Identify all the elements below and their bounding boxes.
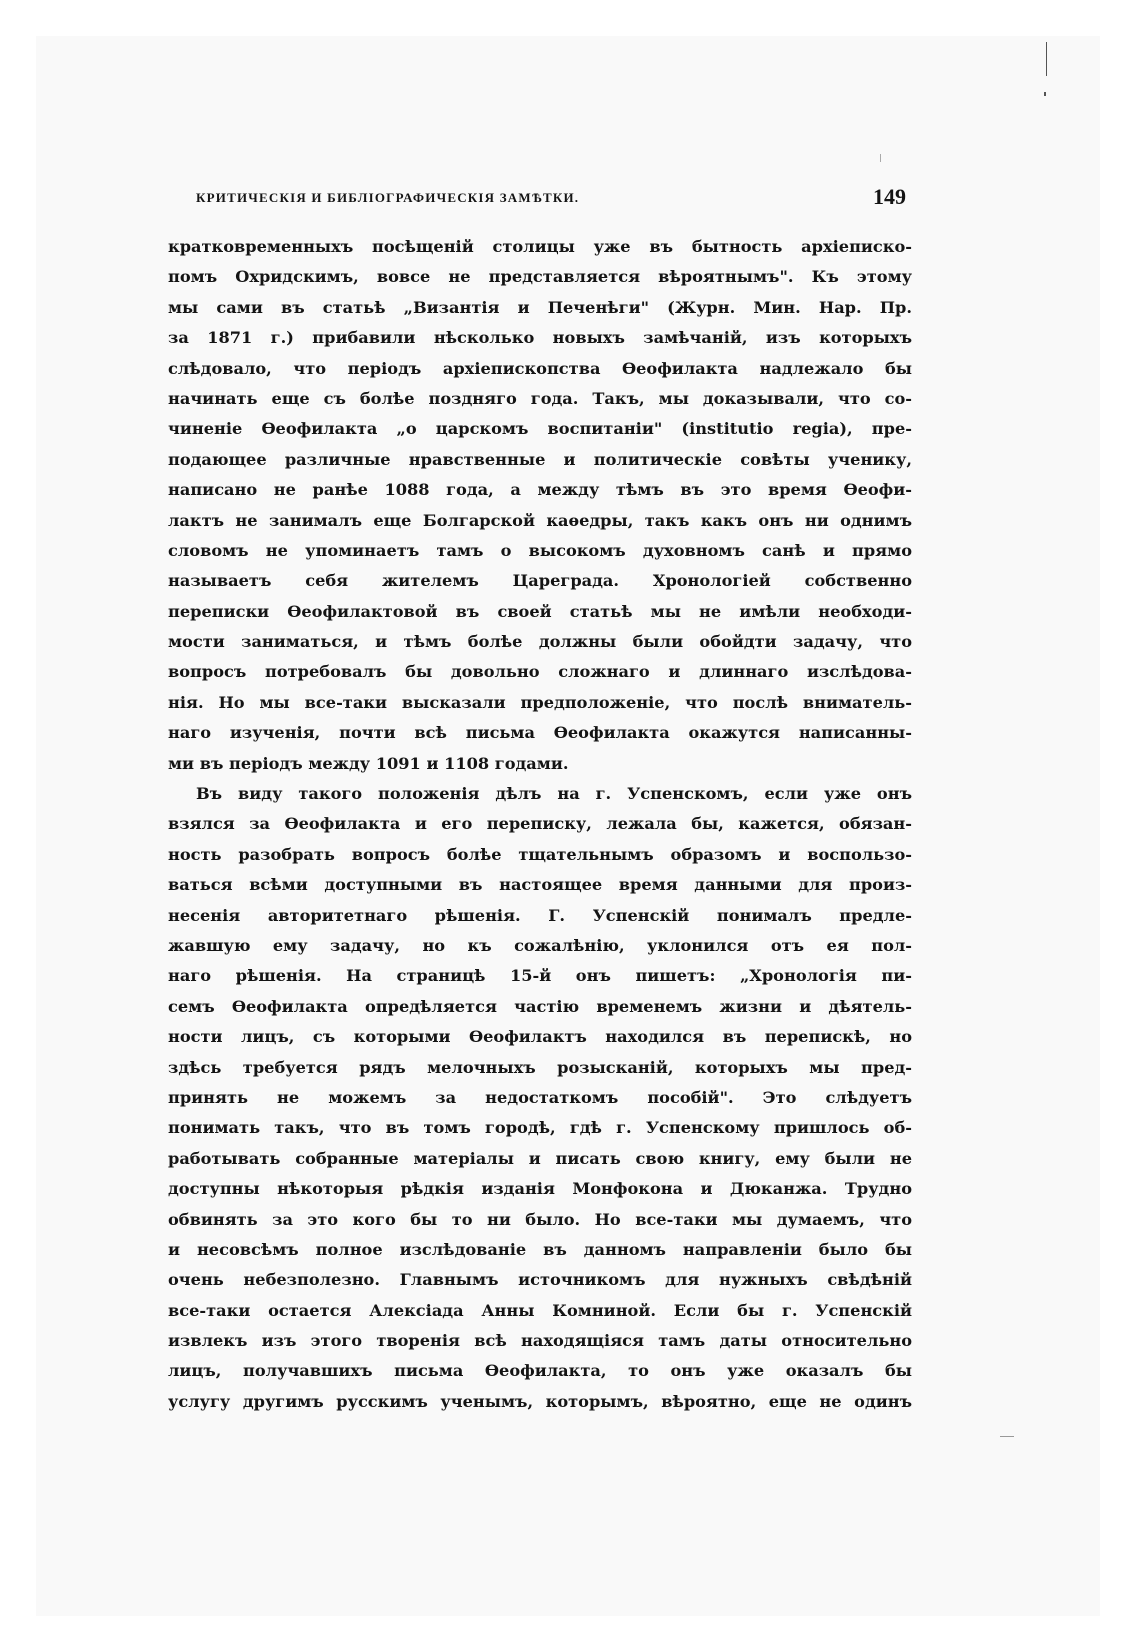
- text-line: подающее различные нравственные и политическіе совѣты ученику,: [168, 449, 912, 469]
- text-line: очень небезполезно. Главнымъ источникомъ для нужныхъ свѣдѣній: [168, 1270, 912, 1290]
- text-line: доступны нѣкоторыя рѣдкія изданія Монфокона и Дюканжа. Трудно: [168, 1179, 912, 1199]
- text-line: все-таки остается Алексіада Анны Комниной. Если бы г. Успенскій: [168, 1300, 912, 1320]
- paragraph-1: [168, 232, 912, 779]
- text-line: ность разобрать вопросъ болѣе тщательнымъ образомъ и воспользо-: [168, 844, 912, 864]
- text-line: семъ Ѳеофилакта опредѣляется частію временемъ жизни и дѣятель-: [168, 996, 912, 1016]
- text-line: наго изученія, почти всѣ письма Ѳеофилакта окажутся написанны-: [168, 723, 912, 743]
- text-line: Въ виду такого положенія дѣлъ на г. Успенскомъ, если уже онъ: [196, 784, 912, 804]
- text-line: наго рѣшенія. На страницѣ 15-й онъ пишетъ: „Хронологія пи-: [168, 966, 912, 986]
- text-line: жавшую ему задачу, но къ сожалѣнію, уклонился отъ ея пол-: [168, 935, 912, 955]
- text-line: нія. Но мы все-таки высказали предположеніе, что послѣ вниматель-: [168, 692, 912, 712]
- text-line: понимать такъ, что въ томъ городѣ, гдѣ г. Успенскому пришлось об-: [168, 1118, 912, 1138]
- scan-margin-mark: [1046, 42, 1047, 76]
- text-line: начинать еще съ болѣе поздняго года. Такъ, мы доказывали, что со-: [168, 388, 912, 408]
- text-line: мы сами въ статьѣ „Византія и Печенѣги" (Журн. Мин. Нар. Пр.: [168, 297, 912, 317]
- scan-margin-mark: [880, 154, 881, 162]
- text-line: переписки Ѳеофилактовой въ своей статьѣ мы не имѣли необходи-: [168, 601, 912, 621]
- book-page: [168, 184, 912, 1417]
- paragraph-2: [168, 779, 912, 1417]
- text-line: слѣдовало, что періодъ архіепископства Ѳеофилакта надлежало бы: [168, 358, 912, 378]
- text-line: услугу другимъ русскимъ ученымъ, которымъ, вѣроятно, еще не одинъ: [168, 1391, 912, 1411]
- text-line: ми въ періодъ между 1091 и 1108 годами.: [168, 753, 569, 773]
- text-line: за 1871 г.) прибавили нѣсколько новыхъ замѣчаній, изъ которыхъ: [168, 328, 912, 348]
- text-line: и несовсѣмъ полное изслѣдованіе въ данномъ направленіи было бы: [168, 1239, 912, 1259]
- text-line: обвинять за это кого бы то ни было. Но все-таки мы думаемъ, что: [168, 1209, 912, 1229]
- text-line: словомъ не упоминаетъ тамъ о высокомъ духовномъ санѣ и прямо: [168, 540, 912, 560]
- running-title: КРИТИЧЕСКІЯ И БИБЛІОГРАФИЧЕСКІЯ ЗАМѢТКИ.: [196, 190, 580, 205]
- text-line: лицъ, получавшихъ письма Ѳеофилакта, то онъ уже оказалъ бы: [168, 1361, 912, 1381]
- text-line: лактъ не занималъ еще Болгарской каѳедры, такъ какъ онъ ни однимъ: [168, 510, 912, 530]
- text-line: взялся за Ѳеофилакта и его переписку, лежала бы, кажется, обязан-: [168, 814, 912, 834]
- text-line: мости заниматься, и тѣмъ болѣе должны были обойдти задачу, что: [168, 632, 912, 652]
- text-line: кратковременныхъ посѣщеній столицы уже въ бытность архіеписко-: [168, 237, 912, 256]
- text-line: вопросъ потребовалъ бы довольно сложнаго и длиннаго изслѣдова-: [168, 662, 912, 682]
- text-line: написано не ранѣе 1088 года, а между тѣмъ въ это время Ѳеофи-: [168, 480, 912, 500]
- page-header: [168, 184, 912, 218]
- text-line: здѣсь требуется рядъ мелочныхъ розысканій, которыхъ мы пред-: [168, 1057, 912, 1077]
- text-line: чиненіе Ѳеофилакта „о царскомъ воспитаніи" (institutio regia), пре-: [168, 419, 912, 439]
- scan-margin-mark: [1000, 1436, 1014, 1437]
- text-line: работывать собранные матеріалы и писать свою книгу, ему были не: [168, 1148, 912, 1168]
- text-line: принять не можемъ за недостаткомъ пособій". Это слѣдуетъ: [168, 1087, 912, 1107]
- text-line: помъ Охридскимъ, вовсе не представляется вѣроятнымъ". Къ этому: [168, 267, 912, 287]
- scan-margin-mark: [1044, 92, 1046, 96]
- text-line: извлекъ изъ этого творенія всѣ находящіяся тамъ даты относительно: [168, 1331, 912, 1351]
- text-line: ности лицъ, съ которыми Ѳеофилактъ находился въ перепискѣ, но: [168, 1027, 912, 1047]
- text-line: несенія авторитетнаго рѣшенія. Г. Успенскій понималъ предле-: [168, 905, 912, 925]
- body-text: [168, 232, 912, 1417]
- page-number: 149: [873, 184, 906, 209]
- text-line: называетъ себя жителемъ Цареграда. Хронологіей собственно: [168, 571, 912, 591]
- text-line: ваться всѣми доступными въ настоящее время данными для произ-: [168, 875, 912, 895]
